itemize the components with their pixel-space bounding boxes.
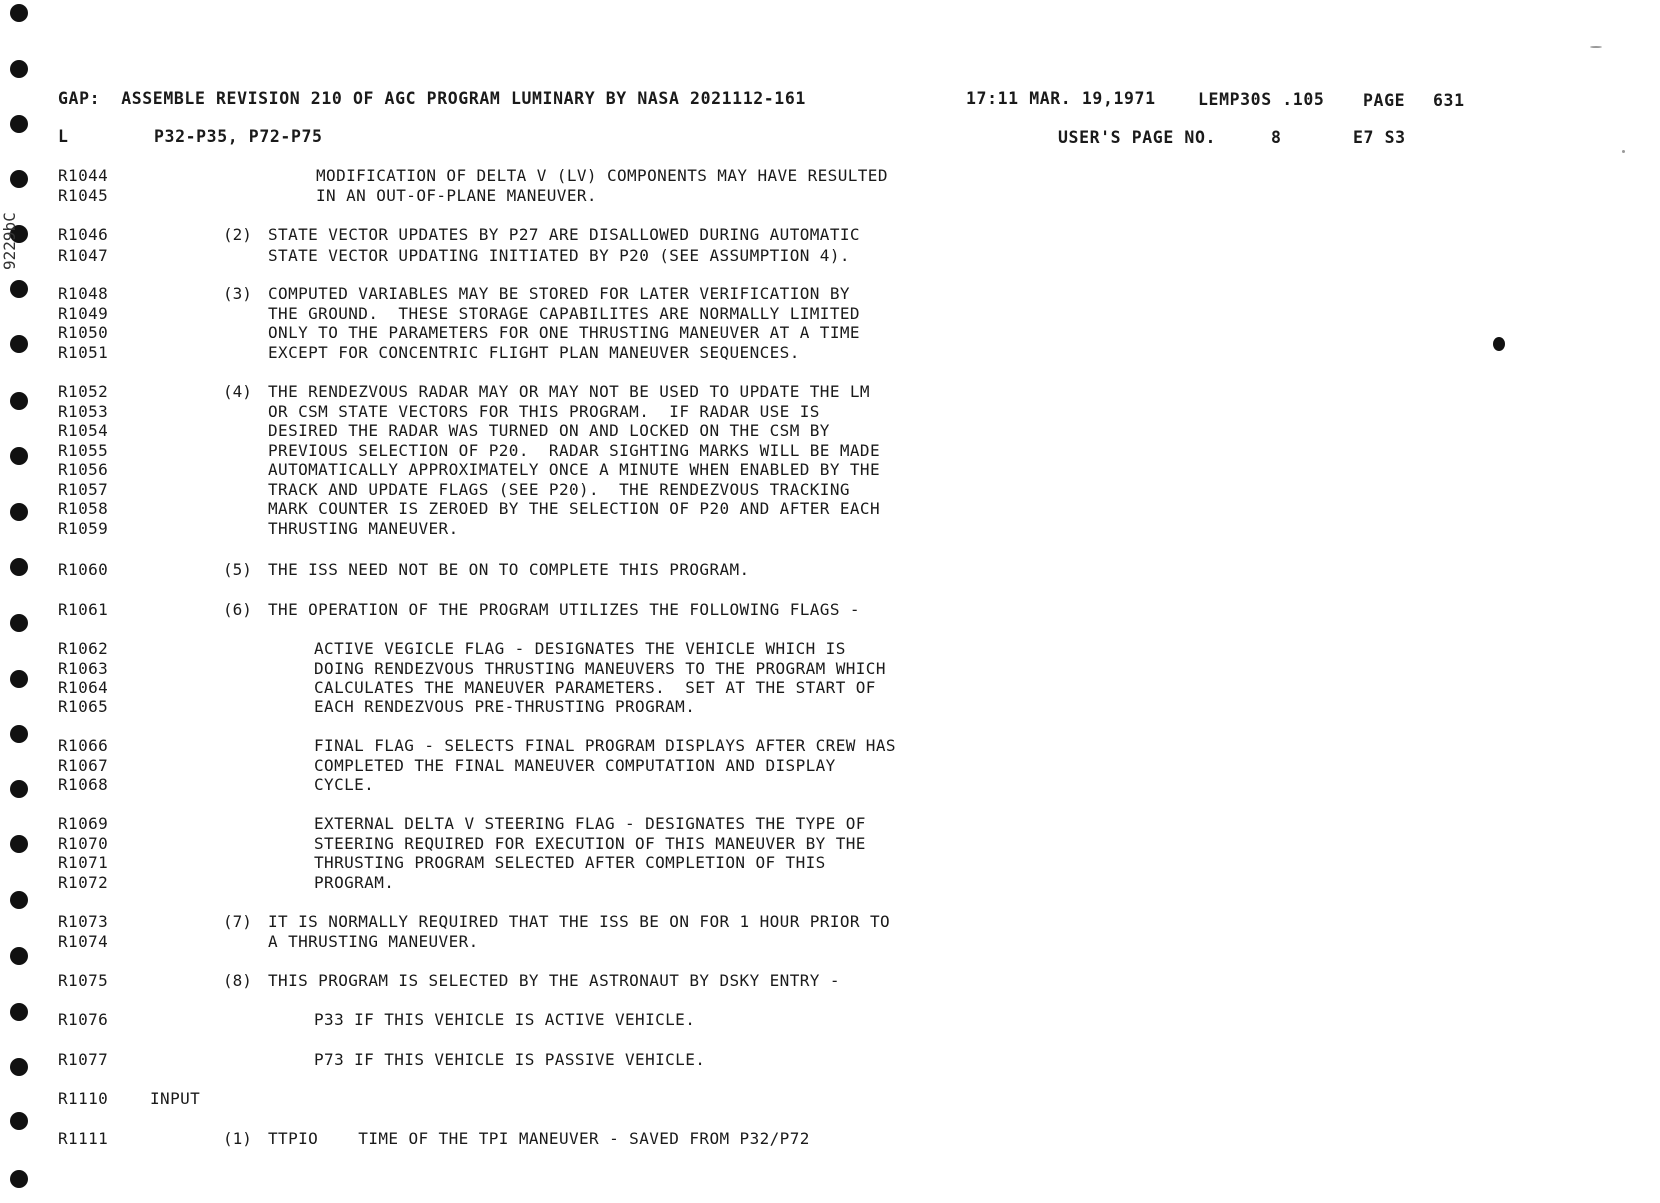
line-text: OR CSM STATE VECTORS FOR THIS PROGRAM. IF RADAR USE IS [268,402,820,421]
punch-hole [10,1112,28,1130]
line-number: R1066 [58,736,109,755]
punch-hole [10,392,28,410]
line-number: R1046 [58,225,109,244]
item-marker: (8) [223,971,252,990]
punch-hole [10,1170,28,1188]
line-text: MODIFICATION OF DELTA V (LV) COMPONENTS MAY HAVE RESULTED [316,166,888,185]
line-number: R1111 [58,1129,109,1148]
line-text: DOING RENDEZVOUS THRUSTING MANEUVERS TO THE PROGRAM WHICH [314,659,886,678]
line-text: IT IS NORMALLY REQUIRED THAT THE ISS BE ON FOR 1 HOUR PRIOR TO [268,912,891,931]
header-section: P32-P35, P72-P75 [154,127,323,146]
margin-scrawl: 9229bC [0,212,19,270]
line-text: THE ISS NEED NOT BE ON TO COMPLETE THIS PROGRAM. [268,560,750,579]
item-marker: (4) [223,382,252,401]
punch-hole [10,170,28,188]
line-number: R1076 [58,1010,109,1029]
line-text: EACH RENDEZVOUS PRE-THRUSTING PROGRAM. [314,697,696,716]
section-heading: INPUT [150,1089,201,1108]
line-number: R1064 [58,678,109,697]
line-number: R1077 [58,1050,109,1069]
header-page-label: PAGE [1363,91,1406,110]
line-text: PREVIOUS SELECTION OF P20. RADAR SIGHTING MARKS WILL BE MADE [268,441,881,460]
punch-hole [10,780,28,798]
line-text: THRUSTING MANEUVER. [268,519,459,538]
line-number: R1072 [58,873,109,892]
item-marker: (2) [223,225,252,244]
line-text: FINAL FLAG - SELECTS FINAL PROGRAM DISPLAYS AFTER CREW HAS [314,736,896,755]
line-number: R1045 [58,186,109,205]
item-marker: (6) [223,600,252,619]
line-text: EXCEPT FOR CONCENTRIC FLIGHT PLAN MANEUVER SEQUENCES. [268,343,800,362]
line-text: P73 IF THIS VEHICLE IS PASSIVE VEHICLE. [314,1050,706,1069]
line-number: R1057 [58,480,109,499]
line-number: R1050 [58,323,109,342]
header-page-number: 631 [1433,91,1465,110]
item-marker: (1) [223,1129,252,1148]
line-number: R1056 [58,460,109,479]
punch-hole [10,558,28,576]
item-marker: (7) [223,912,252,931]
line-text: CYCLE. [314,775,375,794]
line-text: THE RENDEZVOUS RADAR MAY OR MAY NOT BE USED TO UPDATE THE LM [268,382,870,401]
punch-hole [10,835,28,853]
line-text: THRUSTING PROGRAM SELECTED AFTER COMPLETION OF THIS [314,853,826,872]
line-number: R1075 [58,971,109,990]
line-text: STATE VECTOR UPDATING INITIATED BY P20 (SEE ASSUMPTION 4). [268,246,850,265]
line-number: R1049 [58,304,109,323]
punch-hole [10,335,28,353]
punch-hole [10,725,28,743]
punch-hole [10,115,28,133]
punch-hole [10,670,28,688]
item-marker: (5) [223,560,252,579]
line-number: R1048 [58,284,109,303]
line-number: R1053 [58,402,109,421]
punch-hole [10,280,28,298]
line-text: DESIRED THE RADAR WAS TURNED ON AND LOCKED ON THE CSM BY [268,421,830,440]
punch-hole [10,4,28,22]
line-number: R1070 [58,834,109,853]
punch-hole [10,447,28,465]
line-text: A THRUSTING MANEUVER. [268,932,479,951]
line-text: EXTERNAL DELTA V STEERING FLAG - DESIGNATES THE TYPE OF [314,814,866,833]
line-number: R1044 [58,166,109,185]
users-page-label: USER'S PAGE NO. [1058,128,1217,147]
line-number: R1061 [58,600,109,619]
line-text: AUTOMATICALLY APPROXIMATELY ONCE A MINUTE WHEN ENABLED BY THE [268,460,881,479]
punch-hole [10,891,28,909]
line-number: R1067 [58,756,109,775]
line-number: R1071 [58,853,109,872]
line-text: ONLY TO THE PARAMETERS FOR ONE THRUSTING MANEUVER AT A TIME [268,323,860,342]
line-number: R1062 [58,639,109,658]
punch-hole [10,1058,28,1076]
item-marker: (3) [223,284,252,303]
header-l: L [58,127,69,146]
ink-dot [1493,337,1505,351]
line-number: R1055 [58,441,109,460]
line-number: R1073 [58,912,109,931]
line-text: PROGRAM. [314,873,395,892]
line-text: TRACK AND UPDATE FLAGS (SEE P20). THE RENDEZVOUS TRACKING [268,480,850,499]
punch-hole [10,60,28,78]
line-text: ACTIVE VEGICLE FLAG - DESIGNATES THE VEHICLE WHICH IS [314,639,846,658]
line-text: STATE VECTOR UPDATES BY P27 ARE DISALLOWED DURING AUTOMATIC [268,225,860,244]
line-number: R1059 [58,519,109,538]
line-text: IN AN OUT-OF-PLANE MANEUVER. [316,186,597,205]
line-text: TTPIO TIME OF THE TPI MANEUVER - SAVED FROM P32/P72 [268,1129,810,1148]
line-number: R1065 [58,697,109,716]
punch-hole [10,947,28,965]
line-number: R1060 [58,560,109,579]
line-text: STEERING REQUIRED FOR EXECUTION OF THIS MANEUVER BY THE [314,834,866,853]
punch-hole [10,1003,28,1021]
line-text: COMPLETED THE FINAL MANEUVER COMPUTATION AND DISPLAY [314,756,836,775]
header-code: E7 S3 [1353,128,1406,147]
line-text: CALCULATES THE MANEUVER PARAMETERS. SET AT THE START OF [314,678,876,697]
line-text: COMPUTED VARIABLES MAY BE STORED FOR LATER VERIFICATION BY [268,284,850,303]
line-number: R1074 [58,932,109,951]
line-number: R1063 [58,659,109,678]
line-number: R1047 [58,246,109,265]
line-text: MARK COUNTER IS ZEROED BY THE SELECTION OF P20 AND AFTER EACH [268,499,881,518]
line-number: R1054 [58,421,109,440]
line-number: R1051 [58,343,109,362]
line-number: R1110 [58,1089,109,1108]
ink-speck [1622,150,1625,153]
header-timestamp: 17:11 MAR. 19,1971 [966,89,1156,108]
line-text: P33 IF THIS VEHICLE IS ACTIVE VEHICLE. [314,1010,696,1029]
punch-hole [10,503,28,521]
header-job: LEMP30S .105 [1198,90,1325,109]
line-text: THE OPERATION OF THE PROGRAM UTILIZES THE FOLLOWING FLAGS - [268,600,860,619]
users-page-number: 8 [1271,128,1282,147]
punch-hole [10,614,28,632]
line-text: THIS PROGRAM IS SELECTED BY THE ASTRONAUT BY DSKY ENTRY - [268,971,840,990]
line-number: R1068 [58,775,109,794]
line-text: THE GROUND. THESE STORAGE CAPABILITES ARE NORMALLY LIMITED [268,304,860,323]
line-number: R1069 [58,814,109,833]
line-number: R1058 [58,499,109,518]
ink-speck [1590,46,1602,48]
header-title: GAP: ASSEMBLE REVISION 210 OF AGC PROGRAM LUMINARY BY NASA 2021112-161 [58,89,806,108]
line-number: R1052 [58,382,109,401]
